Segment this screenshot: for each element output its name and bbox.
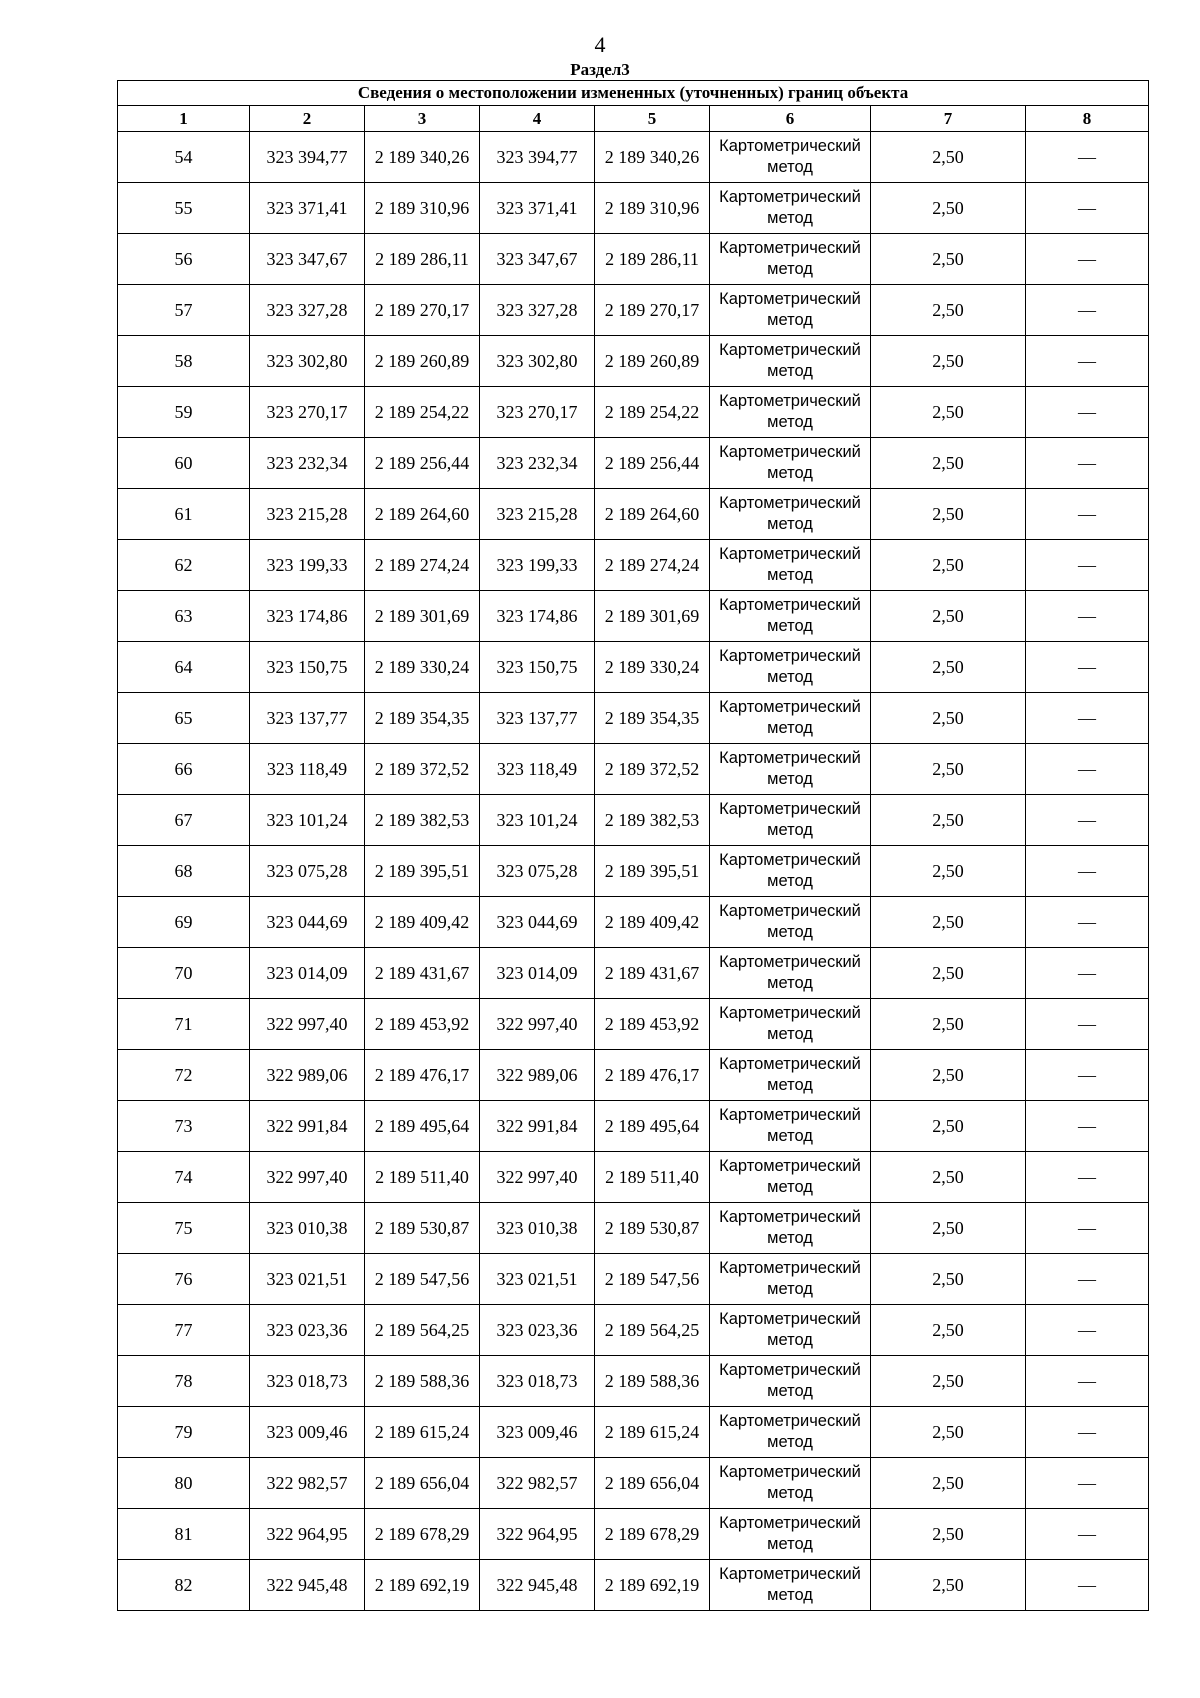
point-number-cell: 60: [118, 438, 250, 489]
x-refined-cell: 323 174,86: [480, 591, 595, 642]
y-existing-cell: 2 189 656,04: [365, 1458, 480, 1509]
x-existing-cell: 323 199,33: [250, 540, 365, 591]
table-row: [118, 642, 1149, 693]
description-cell: —: [1026, 1560, 1149, 1611]
y-refined-cell: 2 189 678,29: [595, 1509, 710, 1560]
x-refined-cell: 322 989,06: [480, 1050, 595, 1101]
y-existing-cell: 2 189 588,36: [365, 1356, 480, 1407]
accuracy-cell: 2,50: [871, 132, 1026, 183]
method-cell: Картометрический метод: [710, 132, 871, 183]
y-existing-cell: 2 189 431,67: [365, 948, 480, 999]
accuracy-cell: 2,50: [871, 1050, 1026, 1101]
x-refined-cell: 323 075,28: [480, 846, 595, 897]
x-refined-cell: 323 347,67: [480, 234, 595, 285]
table-row: [118, 438, 1149, 489]
point-number-cell: 68: [118, 846, 250, 897]
y-refined-cell: 2 189 564,25: [595, 1305, 710, 1356]
x-refined-cell: 322 945,48: [480, 1560, 595, 1611]
point-number-cell: 69: [118, 897, 250, 948]
point-number-cell: 66: [118, 744, 250, 795]
method-cell: Картометрический метод: [710, 1050, 871, 1101]
y-refined-cell: 2 189 395,51: [595, 846, 710, 897]
column-number: 4: [480, 106, 595, 132]
y-existing-cell: 2 189 354,35: [365, 693, 480, 744]
accuracy-cell: 2,50: [871, 642, 1026, 693]
y-refined-cell: 2 189 330,24: [595, 642, 710, 693]
description-cell: —: [1026, 1050, 1149, 1101]
table-row: [118, 591, 1149, 642]
column-number: 3: [365, 106, 480, 132]
y-refined-cell: 2 189 260,89: [595, 336, 710, 387]
accuracy-cell: 2,50: [871, 438, 1026, 489]
point-number-cell: 71: [118, 999, 250, 1050]
method-cell: Картометрический метод: [710, 1407, 871, 1458]
x-existing-cell: 323 137,77: [250, 693, 365, 744]
y-existing-cell: 2 189 372,52: [365, 744, 480, 795]
accuracy-cell: 2,50: [871, 1407, 1026, 1458]
x-refined-cell: 323 021,51: [480, 1254, 595, 1305]
accuracy-cell: 2,50: [871, 387, 1026, 438]
y-refined-cell: 2 189 274,24: [595, 540, 710, 591]
table-row: [118, 132, 1149, 183]
table-row: [118, 540, 1149, 591]
point-number-cell: 58: [118, 336, 250, 387]
point-number-cell: 72: [118, 1050, 250, 1101]
x-existing-cell: 322 991,84: [250, 1101, 365, 1152]
y-refined-cell: 2 189 286,11: [595, 234, 710, 285]
method-cell: Картометрический метод: [710, 846, 871, 897]
accuracy-cell: 2,50: [871, 183, 1026, 234]
column-number: 7: [871, 106, 1026, 132]
description-cell: —: [1026, 1152, 1149, 1203]
y-refined-cell: 2 189 495,64: [595, 1101, 710, 1152]
table-row: [118, 1305, 1149, 1356]
description-cell: —: [1026, 489, 1149, 540]
x-existing-cell: 322 982,57: [250, 1458, 365, 1509]
table-row: [118, 948, 1149, 999]
description-cell: —: [1026, 1101, 1149, 1152]
point-number-cell: 81: [118, 1509, 250, 1560]
y-existing-cell: 2 189 564,25: [365, 1305, 480, 1356]
description-cell: —: [1026, 540, 1149, 591]
x-existing-cell: 323 018,73: [250, 1356, 365, 1407]
y-refined-cell: 2 189 615,24: [595, 1407, 710, 1458]
y-refined-cell: 2 189 310,96: [595, 183, 710, 234]
x-refined-cell: 322 982,57: [480, 1458, 595, 1509]
accuracy-cell: 2,50: [871, 234, 1026, 285]
x-refined-cell: 323 014,09: [480, 948, 595, 999]
x-refined-cell: 323 018,73: [480, 1356, 595, 1407]
point-number-cell: 55: [118, 183, 250, 234]
y-existing-cell: 2 189 547,56: [365, 1254, 480, 1305]
x-existing-cell: 323 044,69: [250, 897, 365, 948]
x-refined-cell: 323 215,28: [480, 489, 595, 540]
method-cell: Картометрический метод: [710, 285, 871, 336]
y-refined-cell: 2 189 547,56: [595, 1254, 710, 1305]
accuracy-cell: 2,50: [871, 540, 1026, 591]
description-cell: —: [1026, 744, 1149, 795]
method-cell: Картометрический метод: [710, 1101, 871, 1152]
y-refined-cell: 2 189 270,17: [595, 285, 710, 336]
y-existing-cell: 2 189 409,42: [365, 897, 480, 948]
y-existing-cell: 2 189 264,60: [365, 489, 480, 540]
table-row: [118, 1458, 1149, 1509]
column-number: 2: [250, 106, 365, 132]
method-cell: Картометрический метод: [710, 897, 871, 948]
y-refined-cell: 2 189 254,22: [595, 387, 710, 438]
accuracy-cell: 2,50: [871, 1458, 1026, 1509]
y-existing-cell: 2 189 511,40: [365, 1152, 480, 1203]
y-refined-cell: 2 189 264,60: [595, 489, 710, 540]
y-existing-cell: 2 189 260,89: [365, 336, 480, 387]
description-cell: —: [1026, 693, 1149, 744]
x-existing-cell: 322 945,48: [250, 1560, 365, 1611]
accuracy-cell: 2,50: [871, 1356, 1026, 1407]
y-existing-cell: 2 189 692,19: [365, 1560, 480, 1611]
method-cell: Картометрический метод: [710, 1305, 871, 1356]
description-cell: —: [1026, 1254, 1149, 1305]
x-existing-cell: 323 023,36: [250, 1305, 365, 1356]
method-cell: Картометрический метод: [710, 999, 871, 1050]
section-title: Раздел3: [570, 60, 630, 79]
description-cell: —: [1026, 846, 1149, 897]
x-refined-cell: 322 964,95: [480, 1509, 595, 1560]
x-existing-cell: 323 215,28: [250, 489, 365, 540]
y-existing-cell: 2 189 615,24: [365, 1407, 480, 1458]
method-cell: Картометрический метод: [710, 1203, 871, 1254]
method-cell: Картометрический метод: [710, 744, 871, 795]
method-cell: Картометрический метод: [710, 1254, 871, 1305]
table-row: [118, 1254, 1149, 1305]
accuracy-cell: 2,50: [871, 846, 1026, 897]
x-existing-cell: 322 989,06: [250, 1050, 365, 1101]
method-cell: Картометрический метод: [710, 948, 871, 999]
x-existing-cell: 323 394,77: [250, 132, 365, 183]
method-cell: Картометрический метод: [710, 1356, 871, 1407]
method-cell: Картометрический метод: [710, 540, 871, 591]
y-existing-cell: 2 189 382,53: [365, 795, 480, 846]
y-existing-cell: 2 189 286,11: [365, 234, 480, 285]
x-existing-cell: 323 174,86: [250, 591, 365, 642]
table-row: [118, 1152, 1149, 1203]
description-cell: —: [1026, 795, 1149, 846]
accuracy-cell: 2,50: [871, 591, 1026, 642]
y-refined-cell: 2 189 372,52: [595, 744, 710, 795]
point-number-cell: 54: [118, 132, 250, 183]
page-number: 4: [594, 32, 606, 57]
point-number-cell: 70: [118, 948, 250, 999]
x-refined-cell: 323 270,17: [480, 387, 595, 438]
x-existing-cell: 323 232,34: [250, 438, 365, 489]
method-cell: Картометрический метод: [710, 1509, 871, 1560]
y-refined-cell: 2 189 656,04: [595, 1458, 710, 1509]
y-refined-cell: 2 189 409,42: [595, 897, 710, 948]
x-existing-cell: 323 118,49: [250, 744, 365, 795]
x-refined-cell: 323 023,36: [480, 1305, 595, 1356]
description-cell: —: [1026, 183, 1149, 234]
table-row: [118, 1101, 1149, 1152]
point-number-cell: 82: [118, 1560, 250, 1611]
accuracy-cell: 2,50: [871, 1101, 1026, 1152]
table-row: [118, 387, 1149, 438]
point-number-cell: 64: [118, 642, 250, 693]
y-refined-cell: 2 189 530,87: [595, 1203, 710, 1254]
table-row: [118, 1203, 1149, 1254]
y-existing-cell: 2 189 254,22: [365, 387, 480, 438]
point-number-cell: 65: [118, 693, 250, 744]
y-existing-cell: 2 189 330,24: [365, 642, 480, 693]
method-cell: Картометрический метод: [710, 1560, 871, 1611]
x-existing-cell: 323 010,38: [250, 1203, 365, 1254]
x-existing-cell: 323 327,28: [250, 285, 365, 336]
accuracy-cell: 2,50: [871, 336, 1026, 387]
accuracy-cell: 2,50: [871, 744, 1026, 795]
x-existing-cell: 323 347,67: [250, 234, 365, 285]
boundary-coordinates-table: [117, 80, 1149, 1611]
description-cell: —: [1026, 591, 1149, 642]
x-refined-cell: 323 118,49: [480, 744, 595, 795]
description-cell: —: [1026, 387, 1149, 438]
y-existing-cell: 2 189 256,44: [365, 438, 480, 489]
x-existing-cell: 323 371,41: [250, 183, 365, 234]
description-cell: —: [1026, 132, 1149, 183]
column-number: 1: [118, 106, 250, 132]
table-body: [118, 132, 1149, 1611]
x-refined-cell: 323 010,38: [480, 1203, 595, 1254]
description-cell: —: [1026, 897, 1149, 948]
description-cell: —: [1026, 1407, 1149, 1458]
y-refined-cell: 2 189 354,35: [595, 693, 710, 744]
x-refined-cell: 323 009,46: [480, 1407, 595, 1458]
x-refined-cell: 323 150,75: [480, 642, 595, 693]
y-refined-cell: 2 189 511,40: [595, 1152, 710, 1203]
x-refined-cell: 323 101,24: [480, 795, 595, 846]
table-row: [118, 693, 1149, 744]
table-row: [118, 285, 1149, 336]
y-refined-cell: 2 189 588,36: [595, 1356, 710, 1407]
point-number-cell: 76: [118, 1254, 250, 1305]
method-cell: Картометрический метод: [710, 489, 871, 540]
y-existing-cell: 2 189 301,69: [365, 591, 480, 642]
y-existing-cell: 2 189 274,24: [365, 540, 480, 591]
y-refined-cell: 2 189 301,69: [595, 591, 710, 642]
x-existing-cell: 323 101,24: [250, 795, 365, 846]
method-cell: Картометрический метод: [710, 795, 871, 846]
point-number-cell: 79: [118, 1407, 250, 1458]
point-number-cell: 74: [118, 1152, 250, 1203]
accuracy-cell: 2,50: [871, 948, 1026, 999]
description-cell: —: [1026, 642, 1149, 693]
method-cell: Картометрический метод: [710, 591, 871, 642]
x-refined-cell: 322 997,40: [480, 999, 595, 1050]
accuracy-cell: 2,50: [871, 897, 1026, 948]
x-existing-cell: 323 075,28: [250, 846, 365, 897]
y-refined-cell: 2 189 382,53: [595, 795, 710, 846]
x-refined-cell: 323 199,33: [480, 540, 595, 591]
description-cell: —: [1026, 438, 1149, 489]
x-existing-cell: 322 964,95: [250, 1509, 365, 1560]
point-number-cell: 62: [118, 540, 250, 591]
column-number: 6: [710, 106, 871, 132]
accuracy-cell: 2,50: [871, 1254, 1026, 1305]
y-existing-cell: 2 189 395,51: [365, 846, 480, 897]
y-existing-cell: 2 189 310,96: [365, 183, 480, 234]
x-refined-cell: 322 991,84: [480, 1101, 595, 1152]
point-number-cell: 56: [118, 234, 250, 285]
accuracy-cell: 2,50: [871, 795, 1026, 846]
table-row: [118, 999, 1149, 1050]
y-refined-cell: 2 189 476,17: [595, 1050, 710, 1101]
table-row: [118, 1560, 1149, 1611]
point-number-cell: 61: [118, 489, 250, 540]
x-refined-cell: 323 137,77: [480, 693, 595, 744]
column-number: 8: [1026, 106, 1149, 132]
x-refined-cell: 323 044,69: [480, 897, 595, 948]
accuracy-cell: 2,50: [871, 1152, 1026, 1203]
y-existing-cell: 2 189 476,17: [365, 1050, 480, 1101]
x-existing-cell: 323 014,09: [250, 948, 365, 999]
column-number-row: [118, 106, 1149, 132]
description-cell: —: [1026, 1356, 1149, 1407]
accuracy-cell: 2,50: [871, 285, 1026, 336]
point-number-cell: 73: [118, 1101, 250, 1152]
y-existing-cell: 2 189 530,87: [365, 1203, 480, 1254]
table-row: [118, 489, 1149, 540]
y-existing-cell: 2 189 453,92: [365, 999, 480, 1050]
description-cell: —: [1026, 948, 1149, 999]
x-existing-cell: 323 009,46: [250, 1407, 365, 1458]
point-number-cell: 59: [118, 387, 250, 438]
table-row: [118, 744, 1149, 795]
table-row: [118, 897, 1149, 948]
x-existing-cell: 323 021,51: [250, 1254, 365, 1305]
table-row: [118, 1407, 1149, 1458]
method-cell: Картометрический метод: [710, 183, 871, 234]
accuracy-cell: 2,50: [871, 693, 1026, 744]
column-number: 5: [595, 106, 710, 132]
x-refined-cell: 323 394,77: [480, 132, 595, 183]
table-row: [118, 234, 1149, 285]
accuracy-cell: 2,50: [871, 1203, 1026, 1254]
y-existing-cell: 2 189 678,29: [365, 1509, 480, 1560]
method-cell: Картометрический метод: [710, 642, 871, 693]
x-existing-cell: 323 150,75: [250, 642, 365, 693]
method-cell: Картометрический метод: [710, 387, 871, 438]
table-caption: Сведения о местоположении измененных (уточненных) границ объекта: [118, 81, 1149, 106]
y-refined-cell: 2 189 453,92: [595, 999, 710, 1050]
method-cell: Картометрический метод: [710, 336, 871, 387]
method-cell: Картометрический метод: [710, 1458, 871, 1509]
x-existing-cell: 323 270,17: [250, 387, 365, 438]
table-row: [118, 1050, 1149, 1101]
y-refined-cell: 2 189 256,44: [595, 438, 710, 489]
x-refined-cell: 323 302,80: [480, 336, 595, 387]
description-cell: —: [1026, 1509, 1149, 1560]
y-existing-cell: 2 189 270,17: [365, 285, 480, 336]
method-cell: Картометрический метод: [710, 1152, 871, 1203]
point-number-cell: 63: [118, 591, 250, 642]
table-row: [118, 795, 1149, 846]
accuracy-cell: 2,50: [871, 489, 1026, 540]
accuracy-cell: 2,50: [871, 999, 1026, 1050]
x-existing-cell: 322 997,40: [250, 1152, 365, 1203]
point-number-cell: 57: [118, 285, 250, 336]
table-row: [118, 183, 1149, 234]
table-row: [118, 336, 1149, 387]
accuracy-cell: 2,50: [871, 1305, 1026, 1356]
point-number-cell: 75: [118, 1203, 250, 1254]
table-row: [118, 846, 1149, 897]
table-row: [118, 1509, 1149, 1560]
x-refined-cell: 323 371,41: [480, 183, 595, 234]
table-row: [118, 1356, 1149, 1407]
description-cell: —: [1026, 234, 1149, 285]
point-number-cell: 77: [118, 1305, 250, 1356]
point-number-cell: 67: [118, 795, 250, 846]
description-cell: —: [1026, 1458, 1149, 1509]
accuracy-cell: 2,50: [871, 1560, 1026, 1611]
point-number-cell: 78: [118, 1356, 250, 1407]
description-cell: —: [1026, 1305, 1149, 1356]
point-number-cell: 80: [118, 1458, 250, 1509]
y-refined-cell: 2 189 692,19: [595, 1560, 710, 1611]
x-refined-cell: 323 327,28: [480, 285, 595, 336]
y-refined-cell: 2 189 340,26: [595, 132, 710, 183]
x-existing-cell: 322 997,40: [250, 999, 365, 1050]
description-cell: —: [1026, 999, 1149, 1050]
description-cell: —: [1026, 1203, 1149, 1254]
table-caption-row: [118, 81, 1149, 106]
y-refined-cell: 2 189 431,67: [595, 948, 710, 999]
y-existing-cell: 2 189 340,26: [365, 132, 480, 183]
x-refined-cell: 323 232,34: [480, 438, 595, 489]
method-cell: Картометрический метод: [710, 438, 871, 489]
x-existing-cell: 323 302,80: [250, 336, 365, 387]
accuracy-cell: 2,50: [871, 1509, 1026, 1560]
method-cell: Картометрический метод: [710, 693, 871, 744]
description-cell: —: [1026, 336, 1149, 387]
description-cell: —: [1026, 285, 1149, 336]
method-cell: Картометрический метод: [710, 234, 871, 285]
y-existing-cell: 2 189 495,64: [365, 1101, 480, 1152]
x-refined-cell: 322 997,40: [480, 1152, 595, 1203]
